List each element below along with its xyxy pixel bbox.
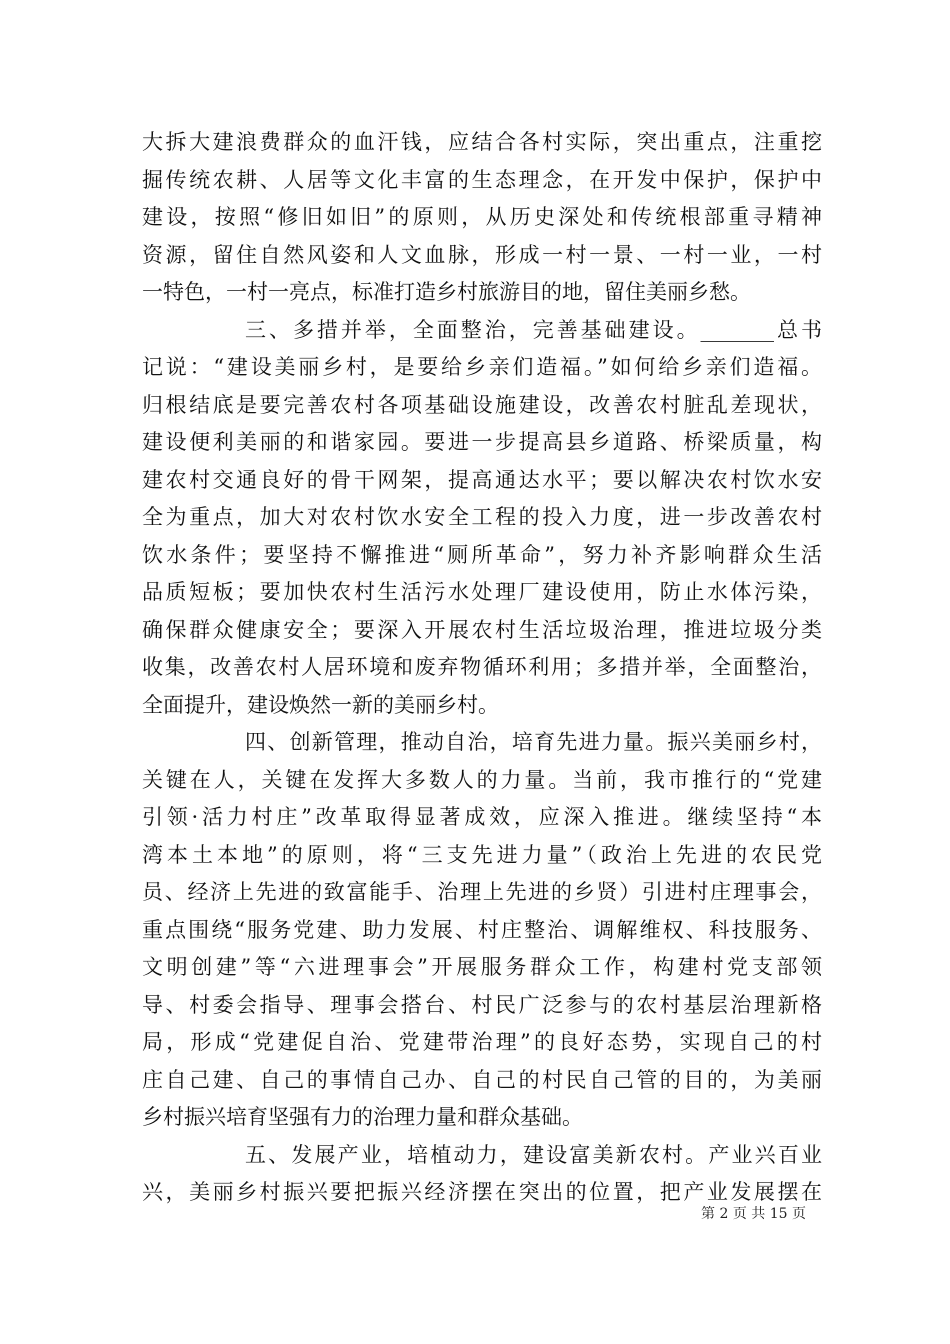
text-line: 收集，改善农村人居环境和废弃物循环利用；多措并举，全面整治，: [142, 655, 822, 679]
text-line: 资源，留住自然风姿和人文血脉，形成一村一景、一村一业，一村: [142, 242, 822, 267]
text-line: 掘传统农耕、人居等文化丰富的生态理念，在开发中保护，保护中: [142, 167, 822, 192]
text-line: 员、经济上先进的致富能手、治理上先进的乡贤）引进村庄理事会，: [142, 880, 822, 904]
text-line: 引领·活力村庄”改革取得显著成效，应深入推进。继续坚持“本: [142, 805, 822, 829]
page-footer: 第 2 页 共 15 页: [701, 1206, 806, 1222]
text-line: 大拆大建浪费群众的血汗钱，应结合各村实际，突出重点，注重挖: [142, 130, 822, 154]
text-line: 全为重点，加大对农村饮水安全工程的投入力度，进一步改善农村: [142, 505, 822, 529]
text-line: 建设便利美丽的和谐家园。要进一步提高县乡道路、桥梁质量，构: [142, 430, 822, 454]
text-line: 饮水条件；要坚持不懈推进“厕所革命”，努力补齐影响群众生活: [142, 542, 822, 567]
text-line: 一特色，一村一亮点，标准打造乡村旅游目的地，留住美丽乡愁。: [142, 280, 751, 304]
text-line: 确保群众健康安全；要深入开展农村生活垃圾治理，推进垃圾分类: [142, 617, 822, 642]
text-line: 湾本土本地”的原则，将“三支先进力量”（政治上先进的农民党: [142, 842, 822, 867]
text-line: 关键在人，关键在发挥大多数人的力量。当前，我市推行的“党建: [142, 767, 822, 792]
text-line: 文明创建”等“六进理事会”开展服务群众工作，构建村党支部领: [142, 955, 822, 979]
text-line: 局，形成“党建促自治、党建带治理”的良好态势，实现自己的村: [142, 1030, 822, 1054]
text-line: 记说：“建设美丽乡村，是要给乡亲们造福。”如何给乡亲们造福。: [142, 355, 822, 379]
text-line: 导、村委会指导、理事会搭台、村民广泛参与的农村基层治理新格: [142, 992, 822, 1017]
text-line: 归根结底是要完善农村各项基础设施建设，改善农村脏乱差现状，: [142, 392, 822, 417]
text-line: 庄自己建、自己的事情自己办、自己的村民自己管的目的，为美丽: [142, 1067, 822, 1092]
text-line: 三、多措并举，全面整治，完善基础建设。_______总书: [245, 317, 822, 342]
text-line: 四、创新管理，推动自治，培育先进力量。振兴美丽乡村，: [245, 730, 822, 754]
text-line: 全面提升，建设焕然一新的美丽乡村。: [142, 692, 499, 717]
text-line: 重点围绕“服务党建、助力发展、村庄整治、调解维权、科技服务、: [142, 917, 822, 942]
text-line: 建设，按照“修旧如旧”的原则，从历史深处和传统根部重寻精神: [142, 205, 822, 229]
text-line: 五、发展产业，培植动力，建设富美新农村。产业兴百业: [245, 1142, 822, 1167]
text-line: 乡村振兴培育坚强有力的治理力量和群众基础。: [142, 1105, 583, 1129]
body-text: [142, 124, 822, 1212]
text-line: 建农村交通良好的骨干网架，提高通达水平；要以解决农村饮水安: [142, 467, 822, 492]
text-line: 兴，美丽乡村振兴要把振兴经济摆在突出的位置，把产业发展摆在: [142, 1180, 822, 1204]
text-line: 品质短板；要加快农村生活污水处理厂建设使用，防止水体污染，: [142, 580, 822, 604]
